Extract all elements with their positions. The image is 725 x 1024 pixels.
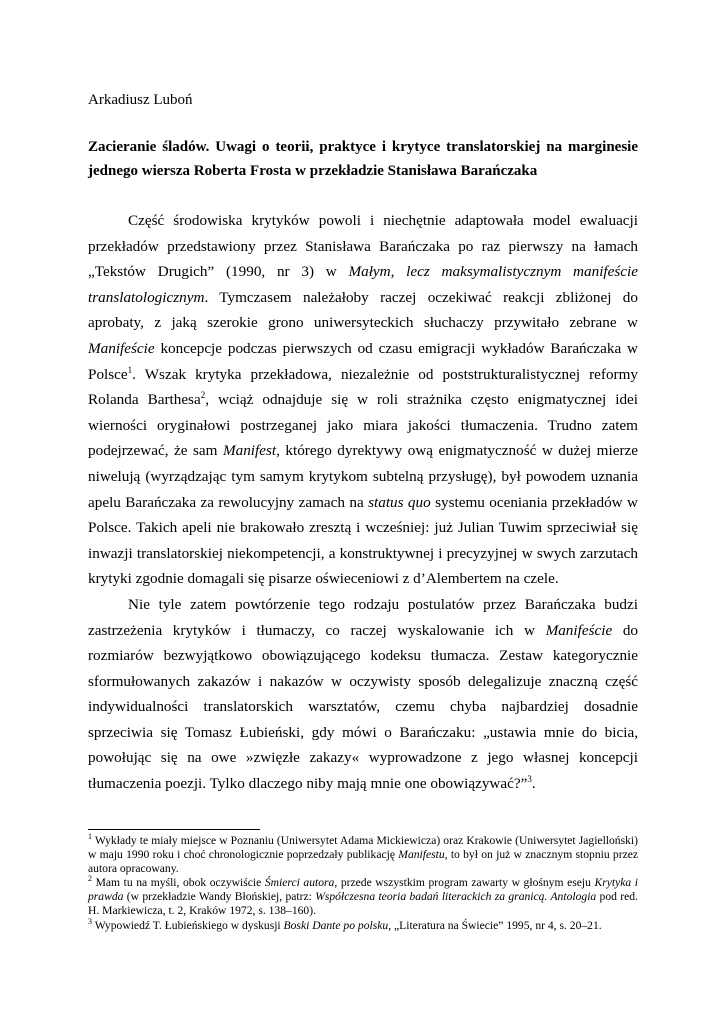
main-text <box>88 208 638 797</box>
text-run: Wykłady te miały miejsce w Poznaniu (Uniwersytet Adama Mickiewicza) oraz Krakowie (Uniwersytet Jagielloński) w maju 1990 roku i choć chronologicznie poprzedzały publikację <box>88 834 638 861</box>
footnote-2 <box>88 876 638 917</box>
text-run: pod red. H. Markiewicza, t. 2, Kraków 1972, s. 138–160). <box>88 890 638 917</box>
footnotes <box>88 834 638 934</box>
paragraph-2 <box>88 592 638 797</box>
footnote-number: 2 <box>88 874 92 884</box>
footnote-ref-1[interactable]: 1 <box>127 364 133 375</box>
paragraph-1 <box>88 208 638 592</box>
footnote-1 <box>88 834 638 875</box>
footnote-ref-3[interactable]: 3 <box>527 774 532 784</box>
text-run: (w przekładzie Wandy Błońskiej, patrz: <box>123 890 316 904</box>
italic-title: Manifeście <box>545 621 613 639</box>
article-title: Zacieranie śladów. Uwagi o teorii, praktyce i krytyce translatorskiej na marginesie jednego wiersza Roberta Frosta w przekładzie Stanisława Barańczaka <box>88 139 638 179</box>
text-run: do rozmiarów bezwyjątkowo obowiązującego kodeksu tłumacza. Zestaw kategorycznie sformułowanych zakazów i nakazów w oczywisty sposób delegalizuje znaczną część indywidualności translatorskich warsztatów, czemu chyba najbardziej dosadnie sprzeciwia się Tomasz Łubieński, gdy mówi o Barańczaku: „ustawia mnie do bicia, powołując się na owe »zwięzłe zakazy« wyprowadzone z jego własnej koncepcji tłumaczenia poezji. Tylko dlaczego niby mają mnie one obowiązywać?” <box>88 621 638 793</box>
italic-title: Małym, lecz maksymalistycznym manifeście translatologicznym <box>88 263 638 306</box>
footnote-separator <box>88 829 260 830</box>
italic-title: Śmierci autora <box>264 876 335 890</box>
text-run: systemu oceniania przekładów w Polsce. Takich apeli nie brakowało zresztą i wcześniej: już Julian Tuwim sprzeciwiał się inwazji translatorskiej niekompetencji, a konstruktywnej i precyzyjnej w swych zarzutach krytyki zgodnie domagali się pisarze oświeceniowi z d’Alembertem na czele. <box>88 493 638 588</box>
footnote-ref-2[interactable]: 2 <box>200 390 206 401</box>
text-run: . Wszak krytyka przekładowa, niezależnie od poststrukturalistycznej reformy Rolanda Barthesa <box>88 365 638 409</box>
italic-phrase: status quo <box>368 493 431 511</box>
text-run: , wciąż odnajduje się w roli strażnika często enigmatycznej idei wierności oryginałowi postrzeganej jako miara jakości tłumaczenia. Trudno zatem podejrzewać, że sam <box>88 391 638 460</box>
footnote-number: 1 <box>88 832 92 842</box>
text-run: . Tymczasem należałoby raczej oczekiwać reakcji zbliżonej do aprobaty, z jaką szerokie grono uniwersyteckich słuchaczy przywitało zebrane w <box>88 288 638 332</box>
text-run: . <box>531 775 536 793</box>
italic-title: Manifeście <box>88 339 155 357</box>
text-run: koncepcje podczas pierwszych od czasu emigracji wykładów Barańczaka w Polsce <box>88 339 638 383</box>
italic-title: Współczesna teoria badań literackich za granicą. Antologia <box>315 890 597 904</box>
text-run: Wypowiedź T. Łubieńskiego w dyskusji <box>92 918 284 932</box>
text-run: , którego dyrektywy ową enigmatyczność w dużej mierze niwelują (wyrządzając tym samym krytykom subtelną przysługę), był powodem uznania apelu Barańczaka za rewolucyjny zamach na <box>88 442 638 511</box>
footnote-number: 3 <box>88 916 92 926</box>
author-name: Arkadiusz Luboń <box>88 92 193 108</box>
italic-title: Krytyka i prawda <box>88 876 638 904</box>
italic-title: Manifestu <box>398 847 445 861</box>
text-run: Mam tu na myśli, obok oczywiście <box>92 876 265 890</box>
text-run: , to był on już w znacznym stopniu przez autora opracowany. <box>88 847 639 875</box>
italic-title: Boski Dante po polsku <box>283 918 389 932</box>
text-run: Nie tyle zatem powtórzenie tego rodzaju postulatów przez Barańczaka budzi zastrzeżenia krytyków i tłumaczy, co raczej wyskalowanie ich w <box>88 595 638 639</box>
text-run: Część środowiska krytyków powoli i niechętnie adaptowała model ewaluacji przekładów przedstawiony przez Stanisława Barańczaka po raz pierwszy na łamach „Tekstów Drugich” (1990, nr 3) w <box>88 212 638 281</box>
italic-title: Manifest <box>222 442 277 460</box>
text-run: , „Literatura na Świecie” 1995, nr 4, s. 20–21. <box>388 918 602 932</box>
text-run: , przede wszystkim program zawarty w głośnym eseju <box>334 876 595 890</box>
footnote-3 <box>88 916 638 933</box>
